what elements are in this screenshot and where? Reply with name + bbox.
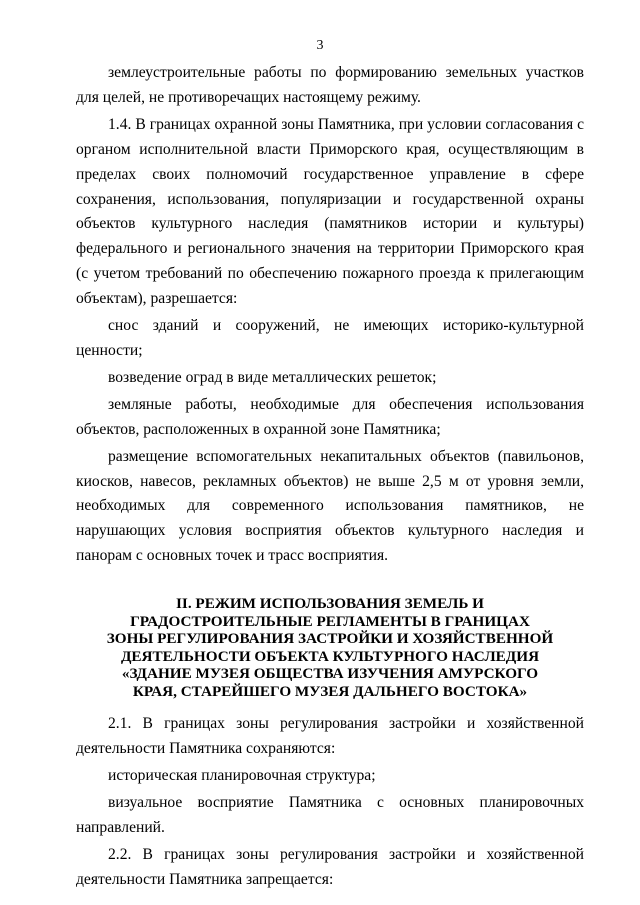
page-number: 3	[316, 38, 324, 53]
document-body	[76, 61, 584, 894]
paragraph-demolition: снос зданий и сооружений, не имеющих историко-культурной ценности;	[76, 317, 584, 359]
paragraph-auxiliary-objects: размещение вспомогательных некапитальных объектов (павильонов, киосков, навесов, рекламных объектов) не выше 2,5 м от уровня земли, необходимых для современного использования памятников, не нарушающих условия восприятия объектов культурного наследия и панорам с основных точек и трасс восприятия.	[76, 447, 584, 565]
section-heading-line: «ЗДАНИЕ МУЗЕЯ ОБЩЕСТВА ИЗУЧЕНИЯ АМУРСКОГО	[121, 665, 539, 683]
paragraph-earthworks: земляные работы, необходимые для обеспечения использования объектов, расположенных в охранной зоне Памятника;	[76, 395, 584, 438]
section-heading	[76, 595, 584, 700]
paragraph-2-1: 2.1. В границах зоны регулирования застройки и хозяйственной деятельности Памятника сохраняются:	[76, 715, 584, 758]
section-heading-line: II. РЕЖИМ ИСПОЛЬЗОВАНИЯ ЗЕМЕЛЬ И	[176, 595, 484, 613]
paragraph-fences: возведение оград в виде металлических решеток;	[108, 368, 437, 386]
paragraph-2-2: 2.2. В границах зоны регулирования застройки и хозяйственной деятельности Памятника запрещается:	[76, 845, 584, 888]
paragraph-planning-structure: историческая планировочная структура;	[108, 766, 376, 784]
section-heading-line: ДЕЯТЕЛЬНОСТИ ОБЪЕКТА КУЛЬТУРНОГО НАСЛЕДИЯ	[120, 647, 540, 665]
paragraph-land-works: землеустроительные работы по формированию земельных участков для целей, не противоречащих настоящему режиму.	[76, 64, 584, 106]
section-heading-line: ЗОНЫ РЕГУЛИРОВАНИЯ ЗАСТРОЙКИ И ХОЗЯЙСТВЕННОЙ	[106, 630, 554, 648]
section-heading-line: КРАЯ, СТАРЕЙШЕГО МУЗЕЯ ДАЛЬНЕГО ВОСТОКА»	[132, 682, 528, 700]
paragraph-1-4: 1.4. В границах охранной зоны Памятника, при условии согласования с органом исполнительной власти Приморского края, осуществляющим в пределах своих полномочий государственное управление в сфере сохранения, использования, популяризации и государственной охраны объектов культурного наследия (памятников истории и культуры) федерального и регионального значения на территории Приморского края (с учетом требований по обеспечению пожарного проезда к прилегающим объектам), разрешается:	[76, 115, 584, 308]
section-heading-line: ГРАДОСТРОИТЕЛЬНЫЕ РЕГЛАМЕНТЫ В ГРАНИЦАХ	[130, 612, 530, 630]
paragraph-visual-perception: визуальное восприятие Памятника с основных планировочных направлений.	[76, 793, 584, 836]
